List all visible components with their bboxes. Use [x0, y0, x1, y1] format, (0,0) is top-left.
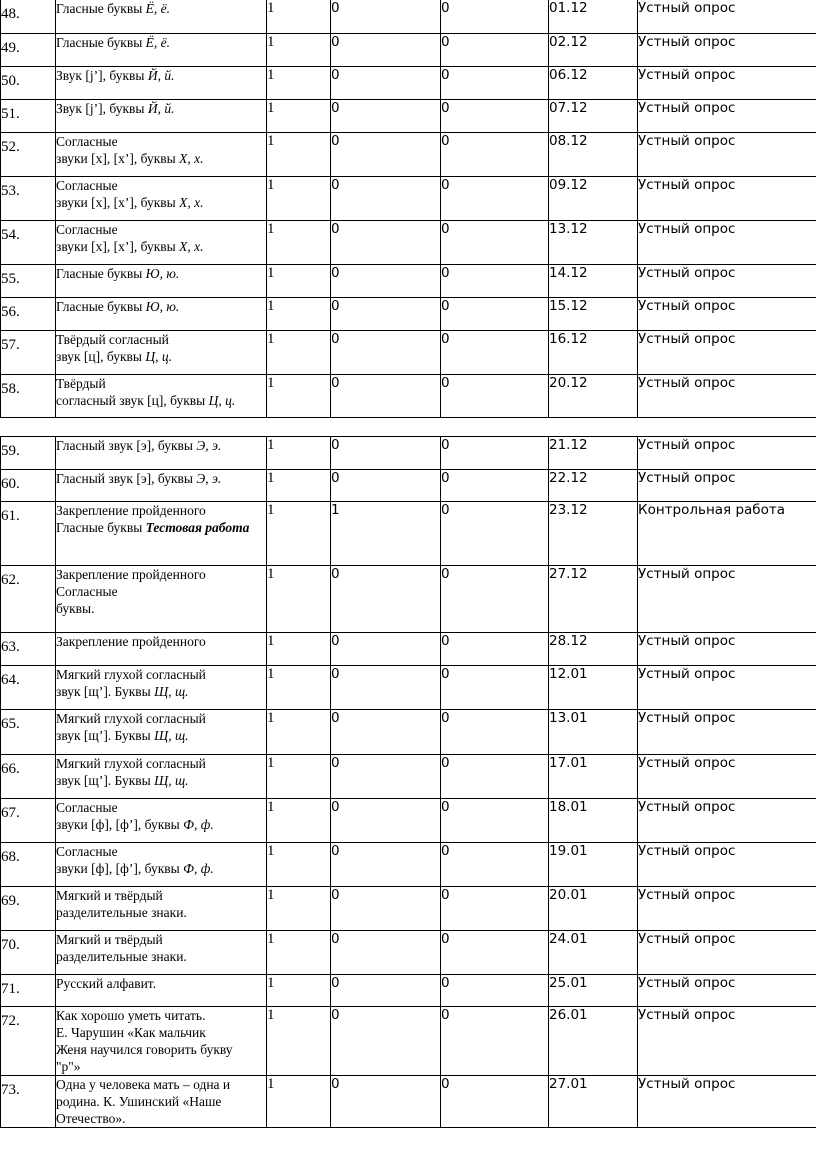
lesson-number: 73. [1, 1076, 56, 1128]
control-count: 0 [331, 843, 441, 887]
lesson-hours: 1 [267, 1007, 331, 1076]
practice-count: 0 [441, 931, 549, 975]
control-count: 0 [331, 221, 441, 265]
practice-count: 0 [441, 843, 549, 887]
control-count: 0 [331, 887, 441, 931]
table-row [1, 975, 816, 1007]
control-count: 0 [331, 799, 441, 843]
lesson-number: 58. [1, 375, 56, 418]
lesson-topic: Гласные буквы Ё, ё. [56, 0, 267, 34]
table-row [1, 887, 816, 931]
lesson-date: 20.12 [549, 375, 638, 418]
control-type: Устный опрос [638, 437, 816, 470]
lesson-number: 52. [1, 133, 56, 177]
lesson-hours: 1 [267, 437, 331, 470]
practice-count: 0 [441, 100, 549, 133]
control-type: Устный опрос [638, 298, 816, 331]
control-type: Устный опрос [638, 975, 816, 1007]
control-count: 0 [331, 566, 441, 633]
control-count: 0 [331, 265, 441, 298]
practice-count: 0 [441, 331, 549, 375]
control-count: 0 [331, 0, 441, 34]
control-type: Устный опрос [638, 1007, 816, 1076]
practice-count: 0 [441, 1007, 549, 1076]
control-count: 0 [331, 331, 441, 375]
lesson-date: 25.01 [549, 975, 638, 1007]
lesson-topic: Гласные буквы Ю, ю. [56, 298, 267, 331]
lesson-date: 09.12 [549, 177, 638, 221]
control-count: 0 [331, 34, 441, 67]
lesson-topic: Согласные звуки [х], [х’], буквы Х, х. [56, 177, 267, 221]
control-type: Устный опрос [638, 666, 816, 710]
control-type: Устный опрос [638, 375, 816, 418]
lesson-date: 28.12 [549, 633, 638, 666]
lesson-hours: 1 [267, 633, 331, 666]
table-row [1, 666, 816, 710]
practice-count: 0 [441, 502, 549, 566]
practice-count: 0 [441, 755, 549, 799]
control-type: Устный опрос [638, 799, 816, 843]
practice-count: 0 [441, 0, 549, 34]
practice-count: 0 [441, 633, 549, 666]
practice-count: 0 [441, 566, 549, 633]
control-type: Устный опрос [638, 633, 816, 666]
lesson-topic: Как хорошо уметь читать. Е. Чарушин «Как мальчик Женя научился говорить букву "р"» [56, 1007, 267, 1076]
practice-count: 0 [441, 177, 549, 221]
lesson-hours: 1 [267, 710, 331, 755]
table-row [1, 799, 816, 843]
lesson-number: 70. [1, 931, 56, 975]
practice-count: 0 [441, 437, 549, 470]
control-count: 0 [331, 975, 441, 1007]
control-count: 0 [331, 100, 441, 133]
lesson-date: 08.12 [549, 133, 638, 177]
table-row [1, 566, 816, 633]
lesson-hours: 1 [267, 666, 331, 710]
lesson-topic: Гласный звук [э], буквы Э, э. [56, 470, 267, 502]
lesson-date: 27.01 [549, 1076, 638, 1128]
lesson-topic: Звук [j’], буквы Й, й. [56, 100, 267, 133]
lesson-number: 62. [1, 566, 56, 633]
lesson-hours: 1 [267, 843, 331, 887]
lesson-number: 57. [1, 331, 56, 375]
control-type: Устный опрос [638, 265, 816, 298]
lesson-number: 59. [1, 437, 56, 470]
lesson-hours: 1 [267, 100, 331, 133]
lesson-date: 23.12 [549, 502, 638, 566]
lesson-topic: Мягкий и твёрдый разделительные знаки. [56, 931, 267, 975]
lesson-topic: Мягкий глухой согласный звук [щ’]. Буквы Щ, щ. [56, 710, 267, 755]
lesson-table-part-1 [0, 0, 816, 418]
lesson-topic: Закрепление пройденного Согласные буквы. [56, 566, 267, 633]
control-count: 0 [331, 1007, 441, 1076]
control-count: 0 [331, 666, 441, 710]
control-type: Устный опрос [638, 470, 816, 502]
lesson-number: 71. [1, 975, 56, 1007]
lesson-hours: 1 [267, 1076, 331, 1128]
lesson-date: 24.01 [549, 931, 638, 975]
control-count: 0 [331, 177, 441, 221]
lesson-topic: Твёрдый согласный звук [ц], буквы Ц, ц. [56, 331, 267, 375]
control-type: Устный опрос [638, 566, 816, 633]
lesson-date: 18.01 [549, 799, 638, 843]
practice-count: 0 [441, 666, 549, 710]
lesson-topic: Русский алфавит. [56, 975, 267, 1007]
control-type: Устный опрос [638, 843, 816, 887]
table-row [1, 221, 816, 265]
lesson-number: 55. [1, 265, 56, 298]
lesson-date: 21.12 [549, 437, 638, 470]
table-row [1, 265, 816, 298]
control-type: Устный опрос [638, 34, 816, 67]
lesson-topic: Мягкий глухой согласный звук [щ’]. Буквы Щ, щ. [56, 666, 267, 710]
lesson-hours: 1 [267, 0, 331, 34]
lesson-hours: 1 [267, 502, 331, 566]
lesson-topic: Согласные звуки [ф], [ф’], буквы Ф, ф. [56, 799, 267, 843]
practice-count: 0 [441, 133, 549, 177]
lesson-number: 65. [1, 710, 56, 755]
table-row [1, 437, 816, 470]
lesson-number: 66. [1, 755, 56, 799]
control-count: 0 [331, 633, 441, 666]
practice-count: 0 [441, 67, 549, 100]
table-row [1, 633, 816, 666]
practice-count: 0 [441, 470, 549, 502]
lesson-date: 22.12 [549, 470, 638, 502]
control-type: Устный опрос [638, 177, 816, 221]
lesson-number: 48. [1, 0, 56, 34]
control-type: Устный опрос [638, 1076, 816, 1128]
lesson-topic: Согласные звуки [ф], [ф’], буквы Ф, ф. [56, 843, 267, 887]
lesson-number: 60. [1, 470, 56, 502]
lesson-hours: 1 [267, 975, 331, 1007]
lesson-date: 01.12 [549, 0, 638, 34]
lesson-topic: Согласные звуки [х], [х’], буквы Х, х. [56, 133, 267, 177]
control-type: Устный опрос [638, 100, 816, 133]
lesson-number: 63. [1, 633, 56, 666]
lesson-date: 16.12 [549, 331, 638, 375]
lesson-date: 12.01 [549, 666, 638, 710]
control-type: Устный опрос [638, 67, 816, 100]
control-count: 0 [331, 470, 441, 502]
practice-count: 0 [441, 975, 549, 1007]
table-row [1, 502, 816, 566]
control-type: Устный опрос [638, 755, 816, 799]
control-type: Устный опрос [638, 887, 816, 931]
control-count: 0 [331, 931, 441, 975]
practice-count: 0 [441, 375, 549, 418]
table-row [1, 710, 816, 755]
control-count: 0 [331, 755, 441, 799]
lesson-date: 02.12 [549, 34, 638, 67]
lesson-hours: 1 [267, 221, 331, 265]
control-count: 0 [331, 375, 441, 418]
lesson-number: 56. [1, 298, 56, 331]
practice-count: 0 [441, 1076, 549, 1128]
lesson-hours: 1 [267, 298, 331, 331]
practice-count: 0 [441, 710, 549, 755]
table-row [1, 67, 816, 100]
lesson-table-body-2 [1, 437, 816, 1128]
lesson-date: 15.12 [549, 298, 638, 331]
lesson-date: 26.01 [549, 1007, 638, 1076]
lesson-topic: Гласный звук [э], буквы Э, э. [56, 437, 267, 470]
table-row [1, 1007, 816, 1076]
table-row [1, 843, 816, 887]
control-count: 0 [331, 298, 441, 331]
lesson-number: 68. [1, 843, 56, 887]
control-type: Устный опрос [638, 931, 816, 975]
table-row [1, 470, 816, 502]
lesson-hours: 1 [267, 887, 331, 931]
table-row [1, 177, 816, 221]
lesson-table-part-2 [0, 436, 816, 1128]
practice-count: 0 [441, 34, 549, 67]
lesson-date: 13.01 [549, 710, 638, 755]
lesson-topic: Гласные буквы Ё, ё. [56, 34, 267, 67]
lesson-hours: 1 [267, 755, 331, 799]
lesson-topic: Закрепление пройденного Гласные буквы Тестовая работа [56, 502, 267, 566]
table-row [1, 100, 816, 133]
lesson-number: 50. [1, 67, 56, 100]
lesson-hours: 1 [267, 177, 331, 221]
lesson-hours: 1 [267, 470, 331, 502]
lesson-date: 20.01 [549, 887, 638, 931]
lesson-hours: 1 [267, 133, 331, 177]
table-row [1, 34, 816, 67]
table-row [1, 331, 816, 375]
lesson-hours: 1 [267, 931, 331, 975]
practice-count: 0 [441, 887, 549, 931]
lesson-date: 14.12 [549, 265, 638, 298]
lesson-date: 19.01 [549, 843, 638, 887]
lesson-number: 54. [1, 221, 56, 265]
control-type: Устный опрос [638, 133, 816, 177]
control-type: Устный опрос [638, 710, 816, 755]
lesson-date: 07.12 [549, 100, 638, 133]
practice-count: 0 [441, 298, 549, 331]
control-count: 0 [331, 67, 441, 100]
lesson-topic: Звук [j’], буквы Й, й. [56, 67, 267, 100]
lesson-hours: 1 [267, 799, 331, 843]
control-type: Контрольная работа [638, 502, 816, 566]
lesson-number: 53. [1, 177, 56, 221]
lesson-topic: Твёрдый согласный звук [ц], буквы Ц, ц. [56, 375, 267, 418]
control-count: 0 [331, 437, 441, 470]
control-type: Устный опрос [638, 331, 816, 375]
lesson-hours: 1 [267, 331, 331, 375]
lesson-hours: 1 [267, 67, 331, 100]
control-type: Устный опрос [638, 0, 816, 34]
control-count: 1 [331, 502, 441, 566]
lesson-number: 51. [1, 100, 56, 133]
control-count: 0 [331, 133, 441, 177]
lesson-number: 64. [1, 666, 56, 710]
table-row [1, 375, 816, 418]
lesson-number: 69. [1, 887, 56, 931]
lesson-number: 67. [1, 799, 56, 843]
table-row [1, 298, 816, 331]
practice-count: 0 [441, 799, 549, 843]
lesson-topic: Согласные звуки [х], [х’], буквы Х, х. [56, 221, 267, 265]
lesson-number: 49. [1, 34, 56, 67]
table-row [1, 931, 816, 975]
lesson-number: 72. [1, 1007, 56, 1076]
lesson-date: 13.12 [549, 221, 638, 265]
lesson-date: 27.12 [549, 566, 638, 633]
lesson-topic: Мягкий глухой согласный звук [щ’]. Буквы Щ, щ. [56, 755, 267, 799]
control-type: Устный опрос [638, 221, 816, 265]
lesson-hours: 1 [267, 566, 331, 633]
lesson-table-body-1 [1, 0, 816, 418]
table-row [1, 133, 816, 177]
lesson-topic: Мягкий и твёрдый разделительные знаки. [56, 887, 267, 931]
lesson-hours: 1 [267, 375, 331, 418]
lesson-number: 61. [1, 502, 56, 566]
lesson-topic: Одна у человека мать – одна и родина. К. Ушинский «Наше Отечество». [56, 1076, 267, 1128]
control-count: 0 [331, 710, 441, 755]
control-count: 0 [331, 1076, 441, 1128]
practice-count: 0 [441, 265, 549, 298]
lesson-topic: Закрепление пройденного [56, 633, 267, 666]
lesson-date: 06.12 [549, 67, 638, 100]
table-row [1, 1076, 816, 1128]
lesson-hours: 1 [267, 34, 331, 67]
practice-count: 0 [441, 221, 549, 265]
lesson-hours: 1 [267, 265, 331, 298]
table-row [1, 755, 816, 799]
table-row [1, 0, 816, 34]
lesson-date: 17.01 [549, 755, 638, 799]
lesson-topic: Гласные буквы Ю, ю. [56, 265, 267, 298]
